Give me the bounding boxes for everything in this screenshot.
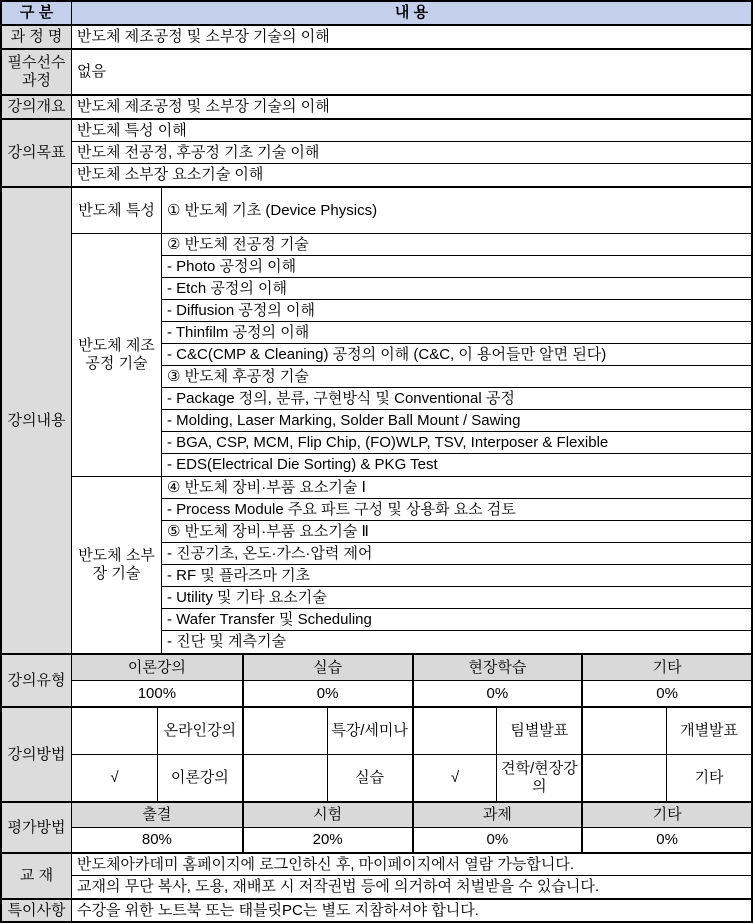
content-item: - 진단 및 계측기술 bbox=[167, 633, 286, 650]
method-name-cell: 팀별발표 bbox=[496, 708, 581, 754]
content-item: - Process Module 주요 파트 구성 및 상용화 요소 검토 bbox=[162, 499, 751, 521]
content-item: - Etch 공정의 이해 bbox=[162, 278, 751, 300]
content-item: ⑤ 반도체 장비·부품 요소기술 Ⅱ bbox=[162, 521, 751, 543]
evaluation-row bbox=[2, 801, 751, 852]
goal-item: 반도체 특성 이해 bbox=[72, 120, 751, 142]
textbook-line: 교재의 무단 복사, 도용, 재배포 시 저작권법 등에 의거하여 처벌받을 수 있습니다. bbox=[77, 878, 600, 895]
goals-row bbox=[2, 118, 751, 186]
row-label-evaluation: 평가방법 bbox=[2, 803, 72, 852]
content-item: - C&C(CMP & Cleaning) 공정의 이해 (C&C, 이 용어들만 알면 된다) bbox=[162, 344, 751, 366]
method-check-cell bbox=[242, 708, 327, 754]
row-label-overview: 강의개요 bbox=[2, 96, 72, 118]
method-name-cell: 특강/세미나 bbox=[327, 708, 412, 754]
content-group-fab-process bbox=[72, 234, 751, 477]
prerequisite-row bbox=[2, 48, 751, 94]
lecture-content-row bbox=[2, 186, 751, 653]
method-name-cell: 이론강의 bbox=[157, 755, 242, 801]
row-label-lecture-type: 강의유형 bbox=[2, 655, 72, 706]
table-header-row bbox=[2, 2, 751, 24]
textbook-line: 반도체아카데미 홈페이지에 로그인하신 후, 마이페이지에서 열람 가능합니다. bbox=[72, 854, 751, 876]
row-label-textbook: 교 재 bbox=[2, 854, 72, 898]
type-col-header: 기타 bbox=[581, 655, 751, 680]
type-percent-value: 0% bbox=[242, 681, 412, 706]
method-name-cell: 기타 bbox=[666, 755, 751, 801]
type-col-header: 실습 bbox=[242, 655, 412, 680]
method-check-cell bbox=[581, 708, 666, 754]
content-item: - BGA, CSP, MCM, Flip Chip, (FO)WLP, TSV, Interposer & Flexible bbox=[162, 432, 751, 454]
overview-value: 반도체 제조공정 및 소부장 기술의 이해 bbox=[77, 98, 330, 115]
method-check-cell: √ bbox=[412, 755, 497, 801]
type-percent-value: 0% bbox=[581, 681, 751, 706]
eval-col-header: 기타 bbox=[581, 803, 751, 827]
content-item: ① 반도체 기초 (Device Physics) bbox=[167, 201, 378, 219]
eval-col-header: 시험 bbox=[242, 803, 412, 827]
header-content-cell: 내 용 bbox=[72, 2, 751, 24]
content-item: - Package 정의, 분류, 구현방식 및 Conventional 공정 bbox=[162, 388, 751, 410]
row-label-special-note: 특이사항 bbox=[2, 900, 72, 921]
special-note-row bbox=[2, 898, 751, 921]
overview-row bbox=[2, 94, 751, 118]
lecture-method-row bbox=[2, 706, 751, 801]
eval-col-header: 과제 bbox=[412, 803, 582, 827]
method-name-cell: 실습 bbox=[327, 755, 412, 801]
type-percent-value: 0% bbox=[412, 681, 582, 706]
method-name-cell: 온라인강의 bbox=[157, 708, 242, 754]
method-check-cell bbox=[72, 708, 157, 754]
method-check-cell bbox=[581, 755, 666, 801]
course-name-value: 반도체 제조공정 및 소부장 기술의 이해 bbox=[77, 28, 330, 45]
eval-percent-value: 0% bbox=[581, 828, 751, 852]
eval-percent-value: 20% bbox=[242, 828, 412, 852]
content-item: - RF 및 플라즈마 기초 bbox=[162, 565, 751, 587]
eval-percent-value: 80% bbox=[141, 831, 172, 848]
goal-item: 반도체 전공정, 후공정 기초 기술 이해 bbox=[72, 142, 751, 164]
content-group-label: 반도체 특성 bbox=[72, 188, 162, 233]
row-label-goals: 강의목표 bbox=[2, 120, 72, 186]
content-item: - Diffusion 공정의 이해 bbox=[162, 300, 751, 322]
row-label-lecture-method: 강의방법 bbox=[2, 708, 72, 801]
content-item: ③ 반도체 후공정 기술 bbox=[162, 366, 751, 388]
method-check-cell bbox=[242, 755, 327, 801]
special-note-value: 수강을 위한 노트북 또는 태블릿PC는 별도 지참하셔야 합니다. bbox=[77, 901, 479, 919]
content-item: - Molding, Laser Marking, Solder Ball Mount / Sawing bbox=[162, 410, 751, 432]
type-percent-value: 100% bbox=[137, 684, 177, 702]
content-group-device-characteristics bbox=[72, 188, 751, 234]
goal-item: 반도체 소부장 요소기술 이해 bbox=[77, 166, 264, 183]
content-item: - Thinfilm 공정의 이해 bbox=[162, 322, 751, 344]
content-item: ② 반도체 전공정 기술 bbox=[162, 234, 751, 256]
method-check-cell bbox=[412, 708, 497, 754]
prerequisite-value: 없음 bbox=[77, 63, 106, 80]
content-group-label: 반도체 제조공정 기술 bbox=[72, 234, 162, 476]
method-name-cell: 개별발표 bbox=[666, 708, 751, 754]
textbook-row bbox=[2, 852, 751, 898]
type-col-header: 현장학습 bbox=[412, 655, 582, 680]
content-item: - EDS(Electrical Die Sorting) & PKG Test bbox=[167, 456, 438, 473]
content-item: - 진공기초, 온도·가스·압력 제어 bbox=[162, 543, 751, 565]
lecture-type-row bbox=[2, 653, 751, 706]
method-check-cell: √ bbox=[110, 769, 119, 786]
method-name-cell: 견학/현장강의 bbox=[496, 755, 581, 801]
row-label-lecture-content: 강의내용 bbox=[2, 188, 72, 653]
eval-col-header: 출결 bbox=[72, 803, 242, 827]
row-label-prerequisite: 필수선수 과정 bbox=[2, 50, 72, 94]
content-group-equipment-parts bbox=[72, 477, 751, 653]
row-label-course-name: 과 정 명 bbox=[2, 26, 72, 48]
type-col-header: 이론강의 bbox=[72, 655, 242, 680]
content-item: - Wafer Transfer 및 Scheduling bbox=[162, 609, 751, 631]
content-item: ④ 반도체 장비·부품 요소기술 Ⅰ bbox=[162, 477, 751, 499]
course-name-row bbox=[2, 24, 751, 48]
content-item: - Photo 공정의 이해 bbox=[162, 256, 751, 278]
eval-percent-value: 0% bbox=[412, 828, 582, 852]
header-category-cell: 구 분 bbox=[2, 2, 72, 24]
content-item: - Utility 및 기타 요소기술 bbox=[162, 587, 751, 609]
content-group-label: 반도체 소부장 기술 bbox=[72, 477, 162, 653]
